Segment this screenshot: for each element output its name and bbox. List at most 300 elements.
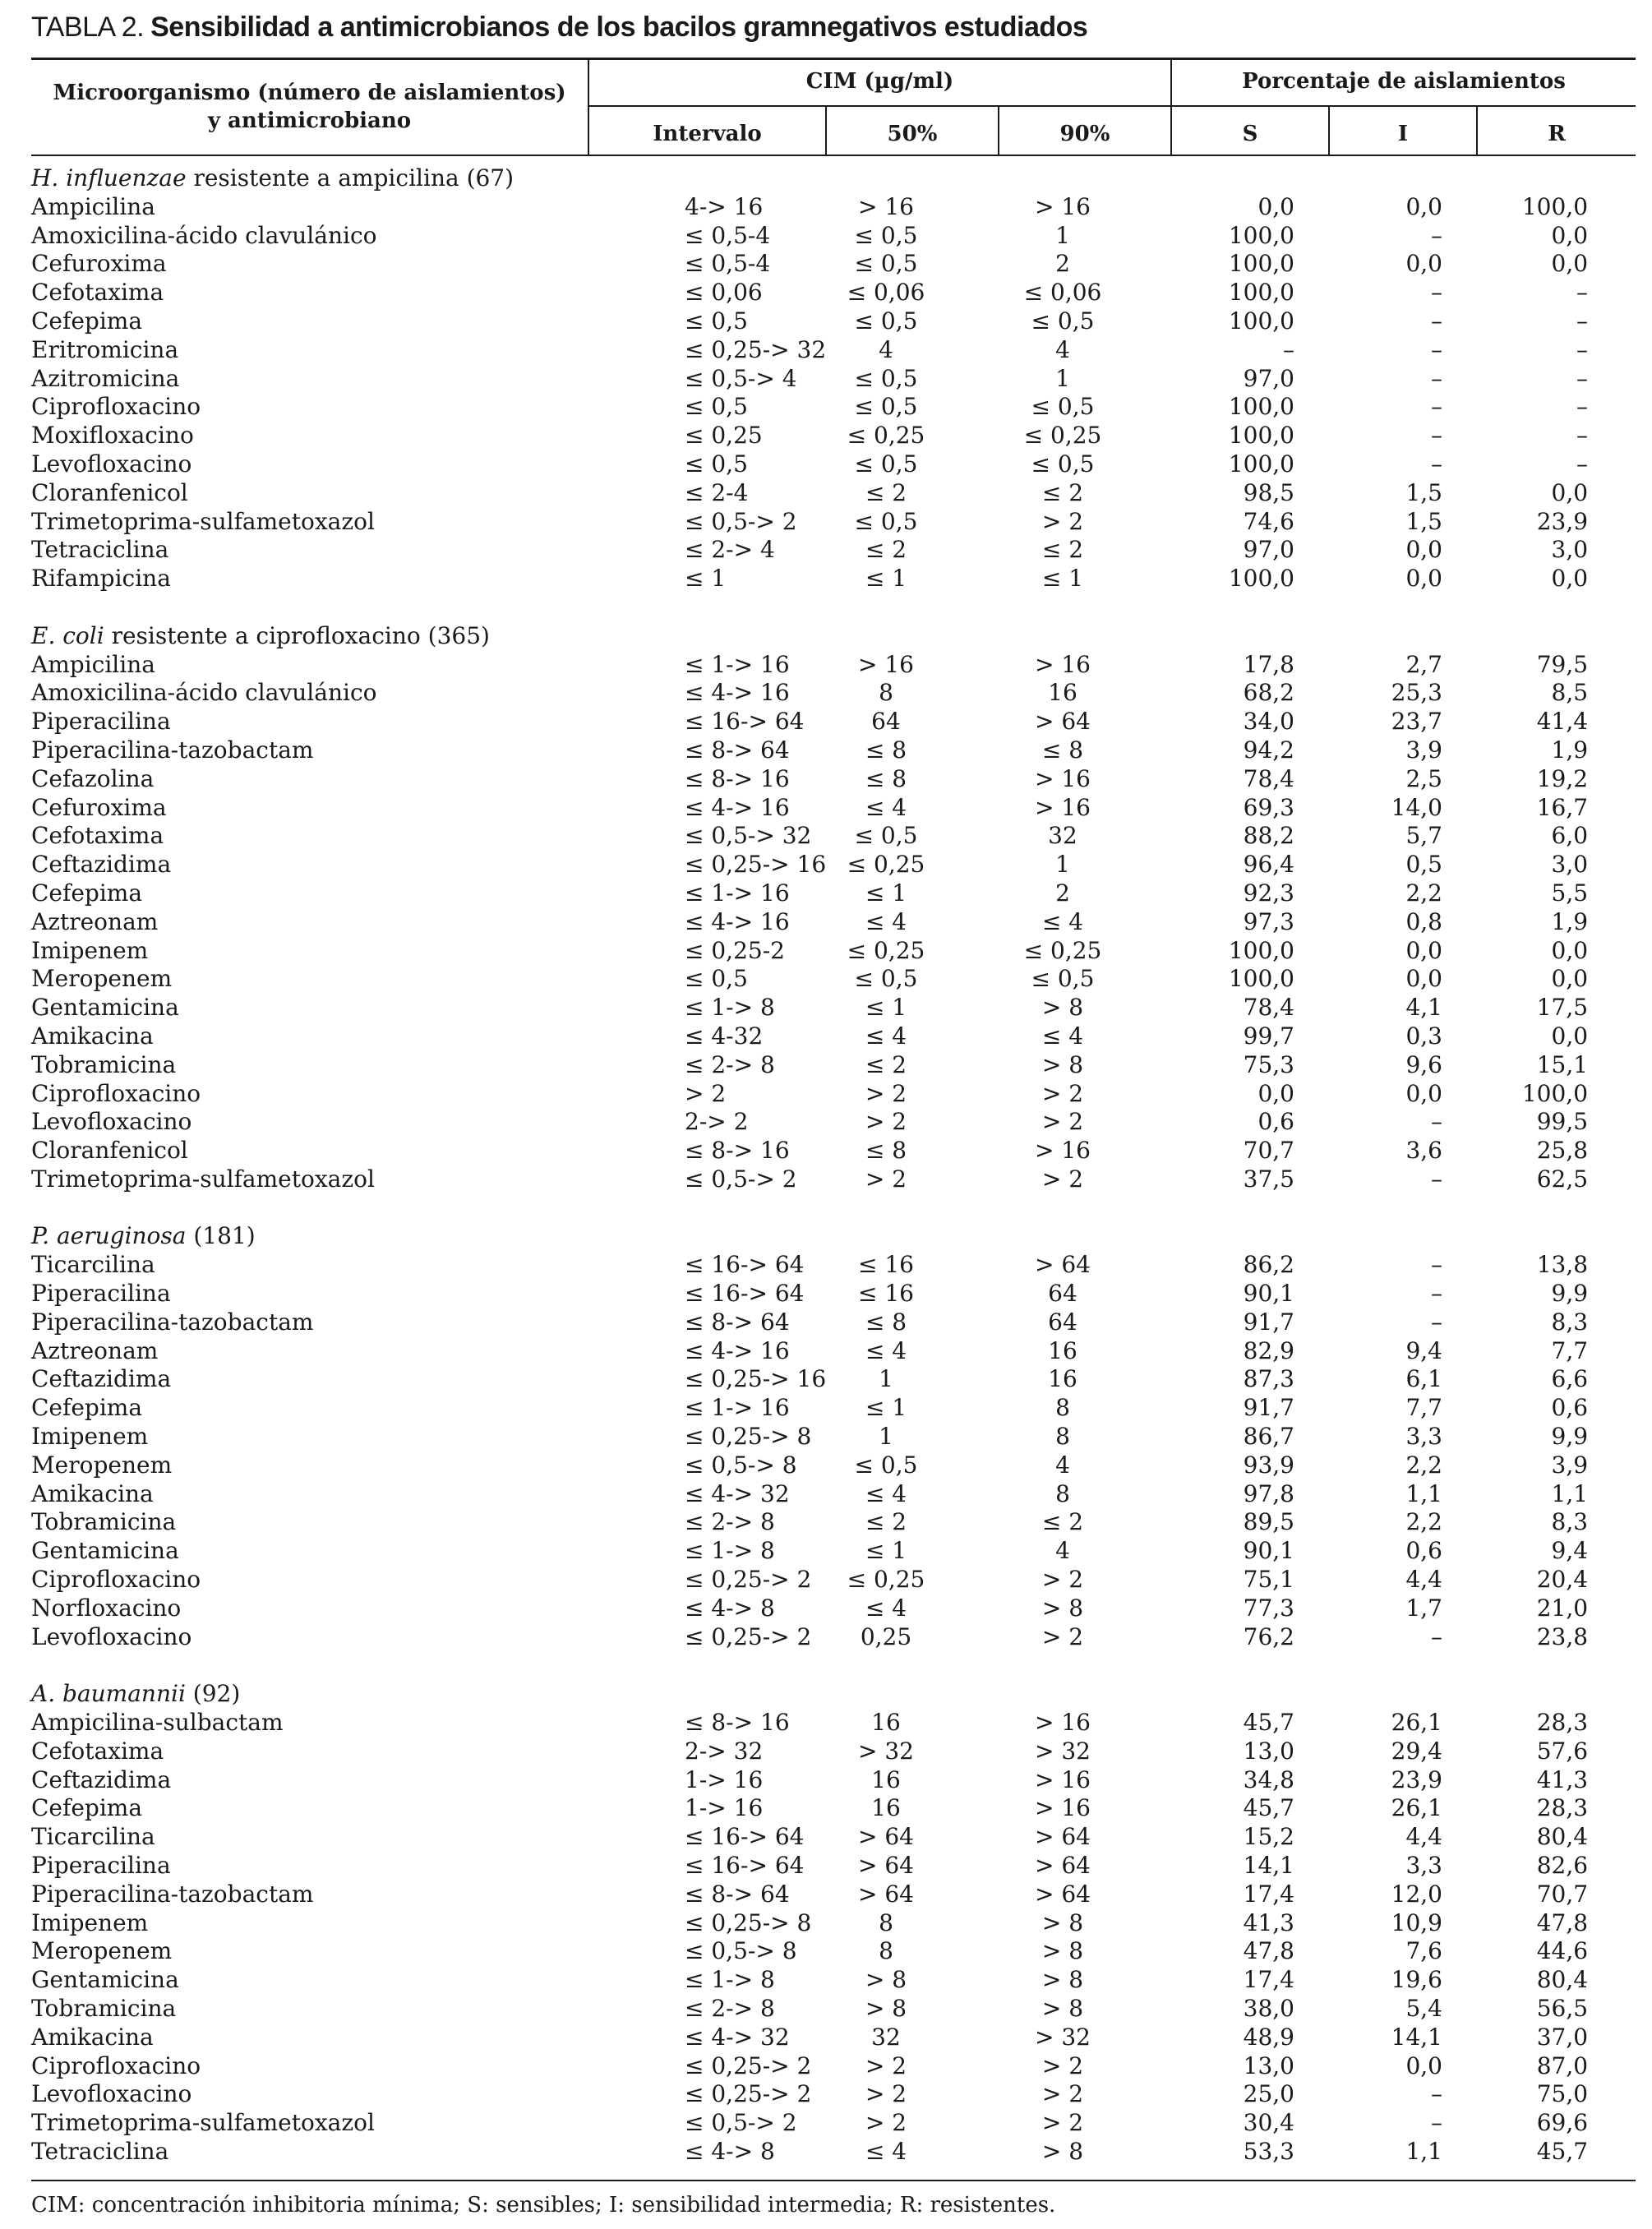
- table-row: [31, 336, 1636, 365]
- mic-50: ≤ 4: [865, 907, 907, 935]
- mic-90: 32: [1048, 822, 1077, 850]
- table-row: [31, 1537, 1636, 1566]
- mic-90: > 2: [1041, 2080, 1084, 2108]
- percent-r: 17,5: [1536, 994, 1589, 1022]
- mic-50: ≤ 0,5: [854, 250, 918, 278]
- mic-50: 4: [879, 335, 893, 363]
- antimicrobial-name: Cefotaxima: [31, 279, 164, 307]
- antimicrobial-name: Cefotaxima: [31, 1737, 164, 1765]
- mic-90: ≤ 2: [1041, 536, 1084, 564]
- percent-r: –: [1576, 364, 1589, 392]
- mic-50: ≤ 0,25: [847, 936, 925, 964]
- percent-i: 5,7: [1405, 822, 1442, 850]
- table-row: [31, 307, 1636, 336]
- mic-interval: ≤ 8-> 64: [685, 1880, 790, 1908]
- percent-r: 8,3: [1551, 1508, 1589, 1536]
- percent-i: 3,6: [1405, 1137, 1442, 1165]
- mic-interval: > 2: [685, 1079, 727, 1107]
- percent-s: 88,2: [1243, 822, 1294, 850]
- mic-90: 4: [1055, 335, 1070, 363]
- mic-50: 32: [871, 2023, 901, 2051]
- mic-50: ≤ 4: [865, 1336, 907, 1364]
- antimicrobial-name: Cefepima: [31, 1394, 143, 1422]
- percent-s: 100,0: [1228, 450, 1294, 478]
- mic-90: ≤ 0,5: [1031, 307, 1095, 335]
- mic-50: ≤ 0,25: [847, 422, 925, 450]
- antimicrobial-name: Ampicilina: [31, 650, 155, 678]
- mic-90: > 2: [1041, 2051, 1084, 2079]
- percent-i: 1,7: [1405, 1594, 1442, 1622]
- mic-interval: ≤ 0,25-> 8: [685, 1908, 812, 1936]
- percent-r: 6,0: [1551, 822, 1589, 850]
- percent-r: –: [1576, 393, 1589, 421]
- mic-90: > 32: [1035, 1737, 1091, 1765]
- mic-50: ≤ 1: [865, 565, 907, 593]
- table-row: [31, 2052, 1636, 2081]
- organism-header-line2: y antimicrobiano: [207, 108, 412, 133]
- table-row: [31, 422, 1636, 450]
- mic-interval: ≤ 2-4: [685, 478, 749, 506]
- table-row: [31, 1594, 1636, 1623]
- mic-90: > 16: [1035, 764, 1091, 792]
- mic-90: > 8: [1041, 1995, 1084, 2022]
- percent-i: 2,5: [1405, 764, 1442, 792]
- mic-interval: ≤ 4-> 16: [685, 793, 790, 821]
- percent-r: 8,3: [1551, 1308, 1589, 1336]
- mic-interval: ≤ 2-> 8: [685, 1050, 775, 1078]
- antimicrobial-name: Rifampicina: [31, 565, 171, 593]
- mic-50: ≤ 1: [865, 879, 907, 907]
- percent-i: 25,3: [1391, 679, 1442, 707]
- mic-interval: ≤ 1-> 16: [685, 879, 790, 907]
- mic-interval: ≤ 8-> 16: [685, 764, 790, 792]
- mic-interval: ≤ 0,25-> 16: [685, 851, 827, 879]
- mic-90: > 64: [1035, 1251, 1091, 1279]
- antimicrobial-name: Cefepima: [31, 307, 143, 335]
- percent-i: 0,0: [1405, 192, 1442, 220]
- mic-interval: 2-> 32: [685, 1737, 764, 1765]
- caption-title: Sensibilidad a antimicrobianos de los bacilos gramnegativos estudiados: [150, 12, 1088, 43]
- antimicrobial-name: Piperacilina-tazobactam: [31, 1308, 314, 1336]
- percent-s: 86,7: [1243, 1423, 1294, 1451]
- percent-s: 76,2: [1243, 1622, 1294, 1650]
- table-row: [31, 1937, 1636, 1966]
- mic-interval: ≤ 4-> 16: [685, 679, 790, 707]
- mic-90: > 8: [1041, 1937, 1084, 1965]
- mic-90: > 2: [1041, 1165, 1084, 1193]
- percent-r: 23,9: [1536, 507, 1589, 535]
- percent-i: 19,6: [1391, 1966, 1442, 1994]
- mic-90: > 2: [1041, 1079, 1084, 1107]
- percent-i: 29,4: [1391, 1737, 1442, 1765]
- percent-i: 0,6: [1405, 1537, 1442, 1565]
- percent-r: 1,9: [1551, 907, 1589, 935]
- percent-i: 10,9: [1391, 1908, 1442, 1936]
- mic-90: 1: [1055, 364, 1070, 392]
- mic-90: ≤ 0,5: [1031, 450, 1095, 478]
- species-qualifier: (92): [185, 1680, 241, 1708]
- percent-r: 9,9: [1551, 1423, 1589, 1451]
- antimicrobial-name: Cloranfenicol: [31, 1137, 188, 1165]
- species-qualifier: resistente a ampicilina (67): [186, 164, 515, 192]
- mic-90: 1: [1055, 851, 1070, 879]
- table-row: [31, 1280, 1636, 1308]
- percent-s: 100,0: [1228, 565, 1294, 593]
- mic-50: ≤ 16: [858, 1251, 914, 1279]
- percent-r: 0,0: [1551, 478, 1589, 506]
- percent-i: 4,4: [1405, 1823, 1442, 1851]
- table-row: [31, 851, 1636, 879]
- table-row: [31, 1852, 1636, 1881]
- percent-s: 75,1: [1243, 1566, 1294, 1594]
- mic-50: > 2: [865, 1108, 907, 1136]
- percent-i: 0,3: [1405, 1022, 1442, 1050]
- mic-interval: ≤ 0,5-> 8: [685, 1937, 797, 1965]
- mic-interval: 1-> 16: [685, 1765, 764, 1793]
- percent-s: 13,0: [1243, 2051, 1294, 2079]
- mic-interval: ≤ 4-> 8: [685, 1594, 775, 1622]
- percent-s: 100,0: [1228, 422, 1294, 450]
- percent-i: 7,6: [1405, 1937, 1442, 1965]
- mic-90: 64: [1048, 1308, 1077, 1336]
- antimicrobial-name: Trimetoprima-sulfametoxazol: [31, 507, 375, 535]
- antimicrobial-name: Cefepima: [31, 1794, 143, 1822]
- antimicrobial-name: Levofloxacino: [31, 2080, 192, 2108]
- percent-i: 0,0: [1405, 565, 1442, 593]
- mic-interval: ≤ 0,5-> 2: [685, 507, 797, 535]
- mic-90: 8: [1055, 1394, 1070, 1422]
- table-row: [31, 1423, 1636, 1451]
- group-label: [31, 1680, 1636, 1709]
- mic-50: ≤ 8: [865, 736, 907, 764]
- mic-90: > 8: [1041, 1050, 1084, 1078]
- percent-r: –: [1576, 450, 1589, 478]
- percent-s: 100,0: [1228, 307, 1294, 335]
- antimicrobial-name: Cefepima: [31, 879, 143, 907]
- mic-interval: ≤ 2-> 4: [685, 536, 775, 564]
- mic-50: ≤ 0,25: [847, 1566, 925, 1594]
- antimicrobial-name: Azitromicina: [31, 364, 180, 392]
- percent-s: 82,9: [1243, 1336, 1294, 1364]
- mic-90: 16: [1048, 1365, 1077, 1393]
- antimicrobial-name: Ciprofloxacino: [31, 1566, 201, 1594]
- percent-s: 69,3: [1243, 793, 1294, 821]
- mic-50: ≤ 2: [865, 1508, 907, 1536]
- percent-r: 20,4: [1536, 1566, 1589, 1594]
- mic-interval: ≤ 2-> 8: [685, 1995, 775, 2022]
- bottom-rule: [31, 2180, 1636, 2181]
- mic-50: ≤ 8: [865, 764, 907, 792]
- percent-i: 9,6: [1405, 1050, 1442, 1078]
- interval-header: Intervalo: [653, 122, 762, 146]
- mic-interval: ≤ 1-> 8: [685, 1966, 775, 1994]
- percent-i: –: [1431, 450, 1442, 478]
- mic-90: > 64: [1035, 1880, 1091, 1908]
- antimicrobial-name: Ciprofloxacino: [31, 1079, 201, 1107]
- percent-s: 48,9: [1243, 2023, 1294, 2051]
- percent-r: 8,5: [1551, 679, 1589, 707]
- table-row: [31, 679, 1636, 708]
- antimicrobial-name: Imipenem: [31, 1423, 149, 1451]
- table-row: [31, 1365, 1636, 1394]
- percent-s: 96,4: [1243, 851, 1294, 879]
- percent-i: –: [1431, 422, 1442, 450]
- percent-s: 97,0: [1243, 536, 1294, 564]
- percent-i: 2,2: [1405, 1451, 1442, 1479]
- percent-s: 78,4: [1243, 994, 1294, 1022]
- antimicrobial-name: Cefuroxima: [31, 250, 167, 278]
- mic-90: > 8: [1041, 1594, 1084, 1622]
- mic-interval: ≤ 0,25-> 2: [685, 2051, 812, 2079]
- antimicrobial-name: Piperacilina: [31, 1280, 171, 1308]
- percent-i: –: [1431, 1165, 1442, 1193]
- p50-header: 50%: [887, 122, 938, 146]
- mic-interval: 4-> 16: [685, 192, 764, 220]
- table-row: [31, 1394, 1636, 1423]
- table-row: [31, 2138, 1636, 2167]
- table-row: [31, 393, 1636, 422]
- mic-50: ≤ 0,5: [854, 221, 918, 249]
- mic-90: 2: [1055, 879, 1070, 907]
- percent-i: 0,8: [1405, 907, 1442, 935]
- percent-i: 0,0: [1405, 936, 1442, 964]
- percent-r: 56,5: [1536, 1995, 1589, 2022]
- mic-50: > 16: [858, 650, 914, 678]
- table-row: [31, 765, 1636, 794]
- table-row: [31, 1909, 1636, 1938]
- percent-i: –: [1431, 1280, 1442, 1308]
- mic-interval: ≤ 8-> 64: [685, 736, 790, 764]
- mic-interval: ≤ 0,5-> 2: [685, 1165, 797, 1193]
- percent-s: 17,4: [1243, 1880, 1294, 1908]
- percent-s: 99,7: [1243, 1022, 1294, 1050]
- mic-interval: ≤ 16-> 64: [685, 708, 805, 736]
- percent-i: –: [1431, 1108, 1442, 1136]
- percent-r: 69,6: [1536, 2109, 1589, 2137]
- percent-r: 100,0: [1521, 1079, 1589, 1107]
- mic-90: ≤ 0,25: [1023, 936, 1102, 964]
- percent-i: –: [1431, 335, 1442, 363]
- mic-interval: ≤ 0,5-4: [685, 221, 771, 249]
- percent-r: 3,0: [1551, 536, 1589, 564]
- percent-s: 17,4: [1243, 1966, 1294, 1994]
- mic-interval: ≤ 0,5-> 32: [685, 822, 812, 850]
- mic-90: > 8: [1041, 2137, 1084, 2165]
- table-row: [31, 1881, 1636, 1909]
- mic-interval: 2-> 2: [685, 1108, 749, 1136]
- antimicrobial-name: Tobramicina: [31, 1995, 177, 2022]
- mic-50: > 64: [858, 1852, 914, 1880]
- group-header-row: [31, 622, 1636, 651]
- spacer-cell: [31, 593, 1636, 622]
- mic-90: 4: [1055, 1537, 1070, 1565]
- antimicrobial-name: Cloranfenicol: [31, 478, 188, 506]
- spacer-cell: [31, 1651, 1636, 1680]
- table-row: [31, 1022, 1636, 1051]
- percent-i: 5,4: [1405, 1995, 1442, 2022]
- group-header-row: [31, 1680, 1636, 1709]
- percent-i: –: [1431, 364, 1442, 392]
- mic-interval: ≤ 1-> 8: [685, 1537, 775, 1565]
- mic-90: > 16: [1035, 650, 1091, 678]
- percent-s: 93,9: [1243, 1451, 1294, 1479]
- percent-r: 82,6: [1536, 1852, 1589, 1880]
- mic-90: > 8: [1041, 1908, 1084, 1936]
- table-row: [31, 193, 1636, 222]
- table-caption: [31, 12, 1087, 44]
- species-name: H. influenzae: [31, 164, 187, 192]
- percent-r: 0,0: [1551, 565, 1589, 593]
- antimicrobial-name: Levofloxacino: [31, 450, 192, 478]
- antimicrobial-name: Tetraciclina: [31, 536, 169, 564]
- percent-i: –: [1431, 2109, 1442, 2137]
- mic-90: > 2: [1041, 1108, 1084, 1136]
- mic-50: ≤ 2: [865, 478, 907, 506]
- percent-r: 41,4: [1536, 708, 1589, 736]
- percent-s: 97,0: [1243, 364, 1294, 392]
- antimicrobial-name: Meropenem: [31, 1937, 173, 1965]
- mic-90: 16: [1048, 679, 1077, 707]
- percent-r: –: [1576, 307, 1589, 335]
- percent-r: –: [1576, 422, 1589, 450]
- mic-50: ≤ 0,5: [854, 965, 918, 993]
- percent-i: 4,1: [1405, 994, 1442, 1022]
- table-row: [31, 794, 1636, 823]
- species-name: E. coli: [31, 621, 104, 649]
- percent-s: 89,5: [1243, 1508, 1294, 1536]
- percent-i: 4,4: [1405, 1566, 1442, 1594]
- mic-interval: ≤ 4-> 8: [685, 2137, 775, 2165]
- mic-90: > 64: [1035, 708, 1091, 736]
- table-row: [31, 1766, 1636, 1795]
- mic-90: > 2: [1041, 2109, 1084, 2137]
- r-header: R: [1548, 122, 1566, 146]
- mic-50: 8: [879, 679, 893, 707]
- mic-interval: ≤ 8-> 64: [685, 1308, 790, 1336]
- mic-50: > 8: [865, 1966, 907, 1994]
- mic-interval: ≤ 16-> 64: [685, 1251, 805, 1279]
- antimicrobial-name: Cefazolina: [31, 764, 155, 792]
- mic-90: > 2: [1041, 1566, 1084, 1594]
- mic-50: ≤ 0,5: [854, 822, 918, 850]
- mic-50: > 16: [858, 192, 914, 220]
- percent-i: 26,1: [1391, 1709, 1442, 1737]
- mic-50: > 2: [865, 2080, 907, 2108]
- percent-s: 94,2: [1243, 736, 1294, 764]
- mic-interval: ≤ 0,5: [685, 307, 748, 335]
- mic-50: > 8: [865, 1995, 907, 2022]
- group-spacer: [31, 593, 1636, 622]
- percent-s: 97,8: [1243, 1479, 1294, 1507]
- percent-r: 21,0: [1536, 1594, 1589, 1622]
- i-header: I: [1397, 122, 1409, 146]
- percent-s: 100,0: [1228, 965, 1294, 993]
- mic-50: ≤ 4: [865, 1479, 907, 1507]
- mic-50: ≤ 0,5: [854, 364, 918, 392]
- antimicrobial-name: Piperacilina: [31, 708, 171, 736]
- mic-90: 8: [1055, 1423, 1070, 1451]
- percent-s: 0,6: [1257, 1108, 1294, 1136]
- antimicrobial-name: Tobramicina: [31, 1508, 177, 1536]
- percent-s: 100,0: [1228, 393, 1294, 421]
- table-row: [31, 1308, 1636, 1337]
- mic-90: 8: [1055, 1479, 1070, 1507]
- organism-header: [31, 79, 588, 135]
- mic-50: 1: [879, 1365, 893, 1393]
- percent-s: 86,2: [1243, 1251, 1294, 1279]
- percent-i: 6,1: [1405, 1365, 1442, 1393]
- mic-interval: ≤ 8-> 16: [685, 1137, 790, 1165]
- percent-r: 57,6: [1536, 1737, 1589, 1765]
- table-row: [31, 1709, 1636, 1738]
- antimicrobial-name: Piperacilina-tazobactam: [31, 1880, 314, 1908]
- antimicrobial-name: Meropenem: [31, 1451, 173, 1479]
- mic-interval: ≤ 0,25-> 2: [685, 2080, 812, 2108]
- percent-r: 23,8: [1536, 1622, 1589, 1650]
- mic-90: 1: [1055, 221, 1070, 249]
- mic-90: ≤ 1: [1041, 565, 1084, 593]
- percent-i: 0,5: [1405, 851, 1442, 879]
- percent-s: 17,8: [1243, 650, 1294, 678]
- percent-r: 19,2: [1536, 764, 1589, 792]
- antimicrobial-name: Trimetoprima-sulfametoxazol: [31, 1165, 375, 1193]
- mic-50: > 64: [858, 1880, 914, 1908]
- mic-50: 8: [879, 1908, 893, 1936]
- mic-interval: ≤ 0,5-4: [685, 250, 771, 278]
- percent-s: 68,2: [1243, 679, 1294, 707]
- mic-50: > 2: [865, 1079, 907, 1107]
- mic-90: > 8: [1041, 1966, 1084, 1994]
- antimicrobial-name: Amikacina: [31, 2023, 154, 2051]
- table-row: [31, 1165, 1636, 1194]
- percent-r: 25,8: [1536, 1137, 1589, 1165]
- antimicrobial-name: Ciprofloxacino: [31, 2051, 201, 2079]
- mic-90: 4: [1055, 1451, 1070, 1479]
- percent-s: 41,3: [1243, 1908, 1294, 1936]
- mic-interval: ≤ 0,5: [685, 393, 748, 421]
- mic-90: 64: [1048, 1280, 1077, 1308]
- table-row: [31, 279, 1636, 307]
- mic-interval: ≤ 1-> 8: [685, 994, 775, 1022]
- mic-50: ≤ 1: [865, 994, 907, 1022]
- percent-i: 12,0: [1391, 1880, 1442, 1908]
- percent-r: 87,0: [1536, 2051, 1589, 2079]
- percent-i: 0,0: [1405, 2051, 1442, 2079]
- percent-s: 90,1: [1243, 1537, 1294, 1565]
- antimicrobial-name: Gentamicina: [31, 994, 179, 1022]
- table-row: [31, 1794, 1636, 1823]
- percent-s: 75,3: [1243, 1050, 1294, 1078]
- s-header: S: [1242, 122, 1258, 146]
- mic-interval: ≤ 0,5-> 8: [685, 1451, 797, 1479]
- antimicrobial-name: Levofloxacino: [31, 1622, 192, 1650]
- antimicrobial-name: Ciprofloxacino: [31, 393, 201, 421]
- caption-number: TABLA 2.: [31, 12, 145, 43]
- group-label: [31, 164, 1636, 193]
- table-row: [31, 736, 1636, 765]
- percent-r: –: [1576, 335, 1589, 363]
- mic-90: > 2: [1041, 507, 1084, 535]
- percent-r: 9,4: [1551, 1537, 1589, 1565]
- mic-50: 64: [871, 708, 901, 736]
- antimicrobial-name: Aztreonam: [31, 907, 159, 935]
- mic-interval: 1-> 16: [685, 1794, 764, 1822]
- percent-r: 37,0: [1536, 2023, 1589, 2051]
- percent-r: 1,1: [1551, 1479, 1589, 1507]
- percent-r: 15,1: [1536, 1050, 1589, 1078]
- mic-90: ≤ 0,06: [1023, 279, 1102, 307]
- percent-s: 34,0: [1243, 708, 1294, 736]
